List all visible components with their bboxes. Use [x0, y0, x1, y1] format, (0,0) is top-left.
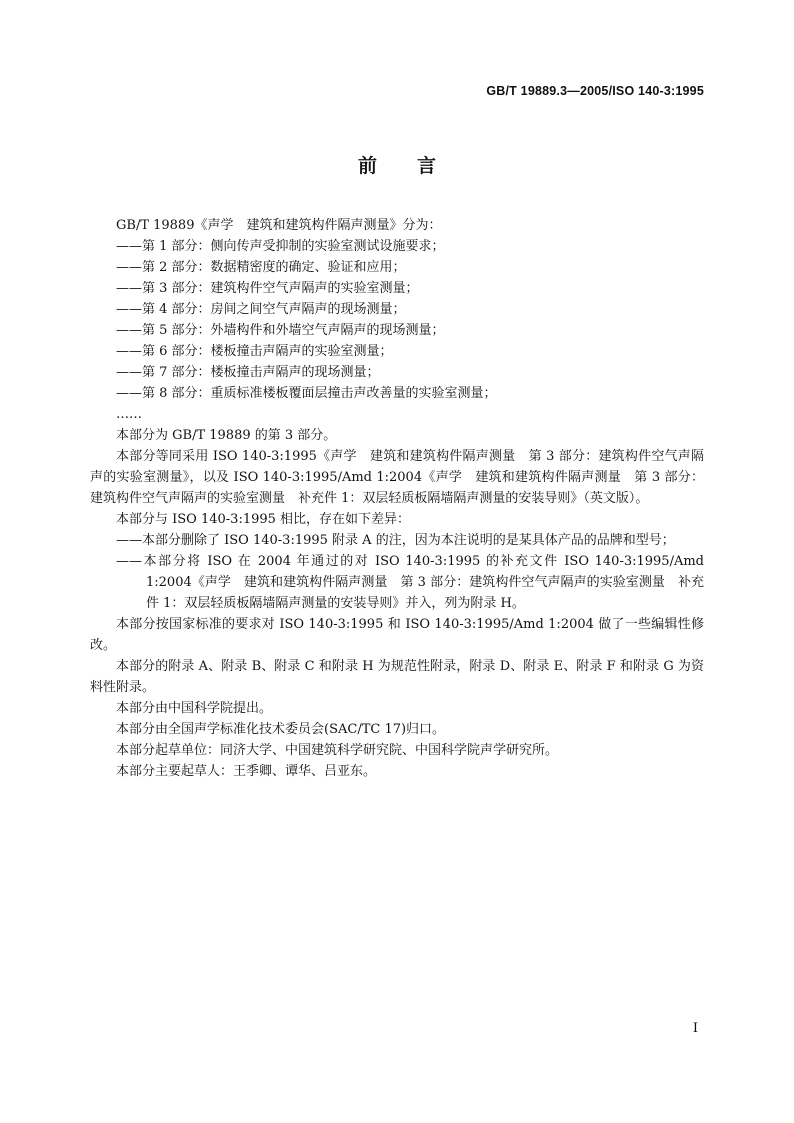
para-diff-intro: 本部分与 ISO 140-3:1995 相比，存在如下差异：	[116, 512, 411, 527]
part-item-7: ——第 7 部分：楼板撞击声隔声的现场测量；	[116, 365, 380, 380]
part-item-3: ——第 3 部分：建筑构件空气声隔声的实验室测量；	[116, 281, 419, 296]
para-drafters: 本部分主要起草人：王季卿、谭华、吕亚东。	[116, 764, 377, 779]
para-adopt: 本部分等同采用 ISO 140-3:1995《声学 建筑和建筑构件隔声测量 第 3 部分：建筑构件空气声隔声的实验室测量》，以及 ISO 140-3:1995/Amd 1:2004《声学 建筑和建筑构件隔声测量 第 3 部分：建筑构件空气声隔声的实验室测量 补充件 1：双层轻质板隔墙隔声测量的安装导则》（英文版）。	[90, 449, 704, 506]
parts-intro: GB/T 19889《声学 建筑和建筑构件隔声测量》分为：	[116, 218, 442, 233]
para-part-of: 本部分为 GB/T 19889 的第 3 部分。	[116, 428, 337, 443]
page-title: 前言	[357, 155, 476, 177]
para-drafting-units: 本部分起草单位：同济大学、中国建筑科学研究院、中国科学院声学研究所。	[116, 743, 559, 758]
document-code: GB/T 19889.3—2005/ISO 140-3:1995	[486, 84, 704, 98]
difference-item-2: ——本部分将 ISO 在 2004 年通过的对 ISO 140-3:1995 的补充文件 ISO 140-3:1995/Amd 1:2004《声学 建筑和建筑构件隔声测量 第 3 部分：建筑构件空气声隔声的实验室测量 补充件 1：双层轻质板隔墙隔声测量的安装导则》并入，列为附录 H。	[116, 554, 704, 611]
para-centralized: 本部分由全国声学标准化技术委员会(SAC/TC 17)归口。	[116, 722, 446, 737]
part-item-5: ——第 5 部分：外墙构件和外墙空气声隔声的现场测量；	[116, 323, 445, 338]
part-item-6: ——第 6 部分：楼板撞击声隔声的实验室测量；	[116, 344, 393, 359]
para-annex: 本部分的附录 A、附录 B、附录 C 和附录 H 为规范性附录，附录 D、附录 E、附录 F 和附录 G 为资料性附录。	[90, 659, 704, 695]
parts-ellipsis: ……	[116, 407, 142, 422]
page-number: I	[692, 1021, 698, 1036]
foreword-body	[90, 215, 704, 782]
part-item-2: ——第 2 部分：数据精密度的确定、验证和应用；	[116, 260, 406, 275]
part-item-8: ——第 8 部分：重质标准楼板覆面层撞击声改善量的实验室测量；	[116, 386, 497, 401]
difference-item-1: ——本部分删除了 ISO 140-3:1995 附录 A 的注，因为本注说明的是某具体产品的品牌和型号；	[116, 533, 675, 548]
part-item-4: ——第 4 部分：房间之间空气声隔声的现场测量；	[116, 302, 406, 317]
para-proposed: 本部分由中国科学院提出。	[116, 701, 273, 716]
part-item-1: ——第 1 部分：侧向传声受抑制的实验室测试设施要求；	[116, 239, 445, 254]
para-editorial: 本部分按国家标准的要求对 ISO 140-3:1995 和 ISO 140-3:1995/Amd 1:2004 做了一些编辑性修改。	[90, 617, 704, 653]
